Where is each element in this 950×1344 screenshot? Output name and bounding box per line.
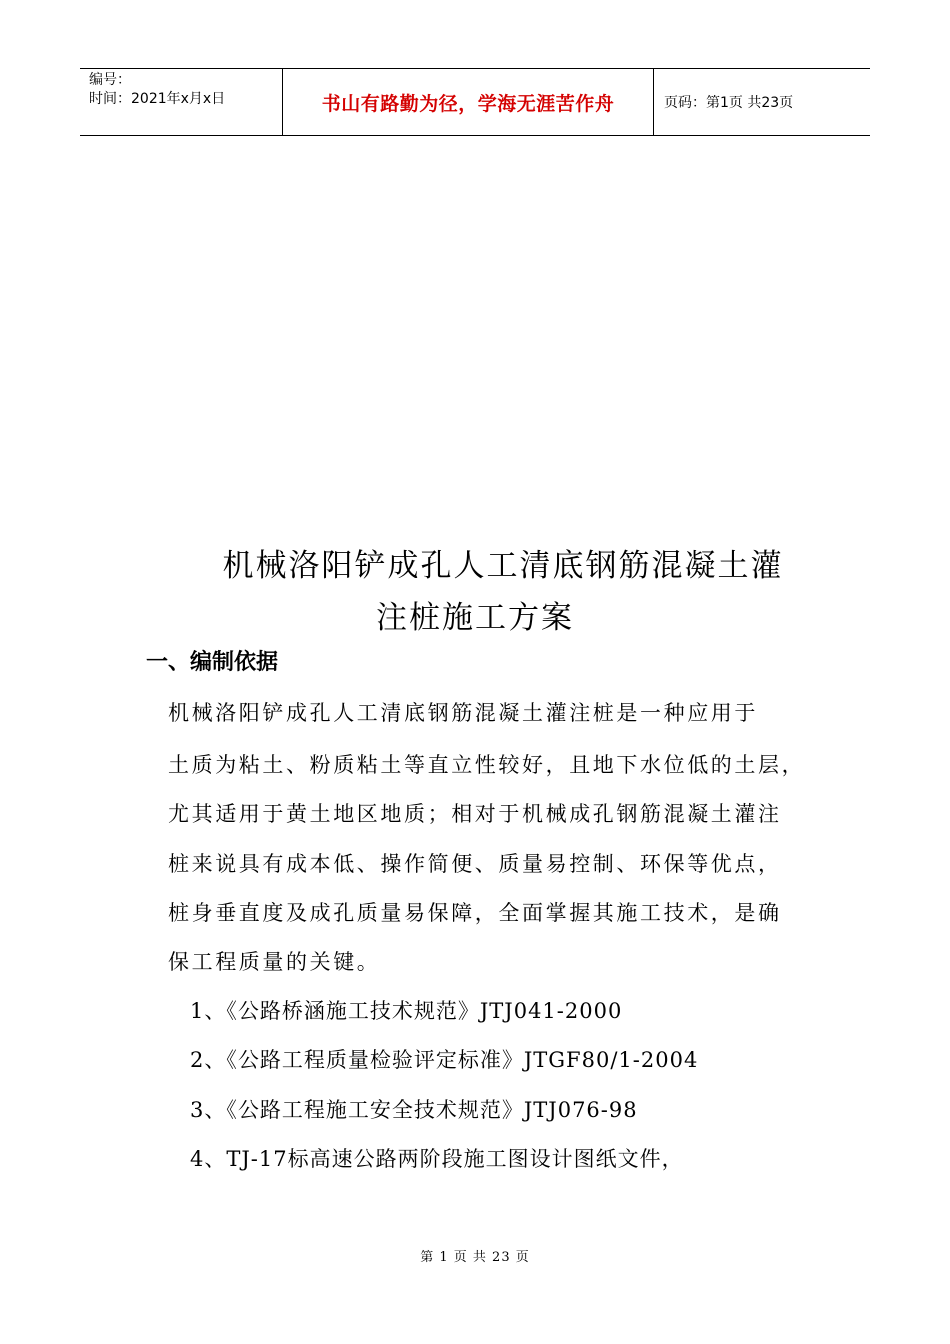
paragraph-line: 土质为粘土、粉质粘土等直立性较好，且地下水位低的土层， — [168, 753, 806, 777]
section-heading: 一、编制依据 — [146, 650, 279, 675]
paragraph-line: 桩身垂直度及成孔质量易保障，全面掌握其施工技术，是确 — [168, 901, 782, 925]
reference-item: 4、TJ-17标高速公路两阶段施工图设计图纸文件， — [190, 1147, 684, 1171]
page-footer: 第 1 页 共 23 页 — [420, 1250, 530, 1265]
time-label: 时间：2021年x月x日 — [89, 91, 226, 107]
document-title-line-2: 注桩施工方案 — [376, 600, 574, 636]
reference-item: 1、《公路桥涵施工技术规范》JTJ041-2000 — [190, 999, 623, 1023]
reference-item: 3、《公路工程施工安全技术规范》JTJ076-98 — [190, 1098, 638, 1122]
paragraph-line: 桩来说具有成本低、操作简便、质量易控制、环保等优点， — [168, 852, 782, 876]
header-page-info: 页码：第1页 共23页 — [664, 95, 794, 111]
paragraph-line: 机械洛阳铲成孔人工清底钢筋混凝土灌注桩是一种应用于 — [168, 701, 758, 725]
paragraph-line: 保工程质量的关键。 — [168, 950, 381, 974]
reference-item: 2、《公路工程质量检验评定标准》JTGF80/1-2004 — [190, 1048, 699, 1072]
header-motto: 书山有路勤为径，学海无涯苦作舟 — [282, 69, 654, 135]
header-meta — [80, 69, 282, 135]
document-header — [80, 68, 870, 136]
serial-label: 编号： — [89, 72, 131, 88]
paragraph-line: 尤其适用于黄土地区地质；相对于机械成孔钢筋混凝土灌注 — [168, 802, 782, 826]
document-title-line-1: 机械洛阳铲成孔人工清底钢筋混凝土灌 — [222, 548, 784, 584]
